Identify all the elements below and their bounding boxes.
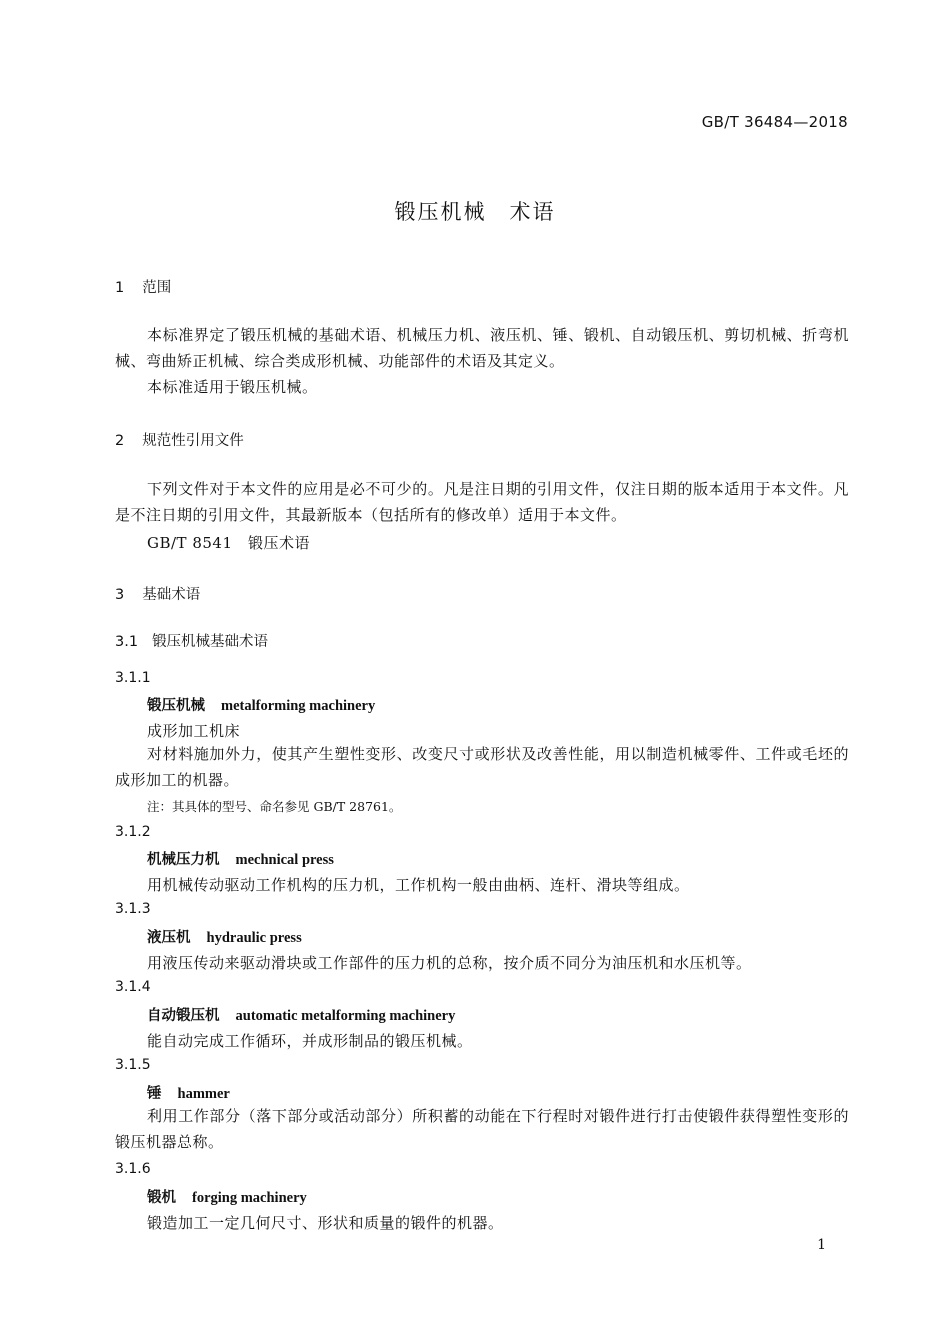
term-en: mechnical press bbox=[235, 852, 334, 868]
section-title: 锻压机械基础术语 bbox=[152, 634, 269, 650]
term-heading bbox=[147, 848, 334, 869]
term-en: forging machinery bbox=[192, 1190, 307, 1206]
term-definition: 用机械传动驱动工作机构的压力机，工作机构一般由曲柄、连杆、滑块等组成。 bbox=[147, 876, 690, 894]
document-title: 锻压机械 术语 bbox=[394, 200, 556, 224]
section-number: 3.1 bbox=[115, 634, 139, 650]
term-definition: 利用工作部分（落下部分或活动部分）所积蓄的动能在下行程时对锻件进行打击使锻件获得塑性变形的锻压机器总称。 bbox=[115, 1107, 849, 1151]
term-heading bbox=[147, 1082, 230, 1103]
term-zh: 液压机 bbox=[147, 929, 191, 946]
term-number: 3.1.1 bbox=[115, 670, 151, 686]
section-1-paragraph-1: 本标准界定了锻压机械的基础术语、机械压力机、液压机、锤、锻机、自动锻压机、剪切机械、折弯机械、弯曲矫正机械、综合类成形机械、功能部件的术语及其定义。 bbox=[115, 326, 849, 370]
term-zh: 锻压机械 bbox=[147, 697, 205, 714]
term-definition: 能自动完成工作循环，并成形制品的锻压机械。 bbox=[147, 1032, 473, 1050]
term-zh: 机械压力机 bbox=[147, 851, 220, 868]
term-number: 3.1.2 bbox=[115, 824, 151, 840]
term-zh: 锤 bbox=[147, 1085, 162, 1102]
section-1-paragraph-2: 本标准适用于锻压机械。 bbox=[147, 378, 318, 396]
section-title: 规范性引用文件 bbox=[142, 433, 244, 449]
term-en: hammer bbox=[177, 1086, 230, 1102]
term-heading bbox=[147, 694, 375, 715]
term-zh: 自动锻压机 bbox=[147, 1007, 220, 1024]
section-number: 2 bbox=[115, 433, 125, 449]
term-alternative: 成形加工机床 bbox=[147, 722, 241, 740]
term-definition: 用液压传动来驱动滑块或工作部件的压力机的总称，按介质不同分为油压机和水压机等。 bbox=[147, 954, 752, 972]
term-definition: 锻造加工一定几何尺寸、形状和质量的锻件的机器。 bbox=[147, 1214, 504, 1232]
section-title: 范围 bbox=[142, 280, 172, 296]
section-2-paragraph-1: 下列文件对于本文件的应用是必不可少的。凡是注日期的引用文件，仅注日期的版本适用于本文件。凡是不注日期的引用文件，其最新版本（包括所有的修改单）适用于本文件。 bbox=[115, 480, 849, 524]
section-2-heading bbox=[115, 429, 244, 450]
standard-code: GB/T 36484—2018 bbox=[701, 113, 848, 131]
section-number: 3 bbox=[115, 587, 125, 603]
section-3-heading bbox=[115, 583, 200, 604]
term-note: 注：其具体的型号、命名参见 GB/T 28761。 bbox=[147, 799, 402, 814]
term-number: 3.1.4 bbox=[115, 979, 151, 995]
term-heading bbox=[147, 1004, 455, 1025]
term-zh: 锻机 bbox=[147, 1189, 176, 1206]
term-heading bbox=[147, 926, 302, 947]
section-1-heading bbox=[115, 276, 171, 297]
term-en: hydraulic press bbox=[206, 930, 302, 946]
term-en: automatic metalforming machinery bbox=[235, 1008, 456, 1024]
section-number: 1 bbox=[115, 280, 125, 296]
term-heading bbox=[147, 1186, 307, 1207]
page-number: 1 bbox=[817, 1237, 826, 1253]
term-number: 3.1.5 bbox=[115, 1057, 151, 1073]
subsection-3-1-heading bbox=[115, 630, 268, 651]
normative-reference: GB/T 8541 锻压术语 bbox=[147, 534, 311, 552]
term-number: 3.1.3 bbox=[115, 901, 151, 917]
term-en: metalforming machinery bbox=[221, 698, 376, 714]
section-title: 基础术语 bbox=[142, 587, 201, 603]
term-definition: 对材料施加外力，使其产生塑性变形、改变尺寸或形状及改善性能，用以制造机械零件、工件或毛坯的成形加工的机器。 bbox=[115, 745, 849, 789]
term-number: 3.1.6 bbox=[115, 1161, 151, 1177]
